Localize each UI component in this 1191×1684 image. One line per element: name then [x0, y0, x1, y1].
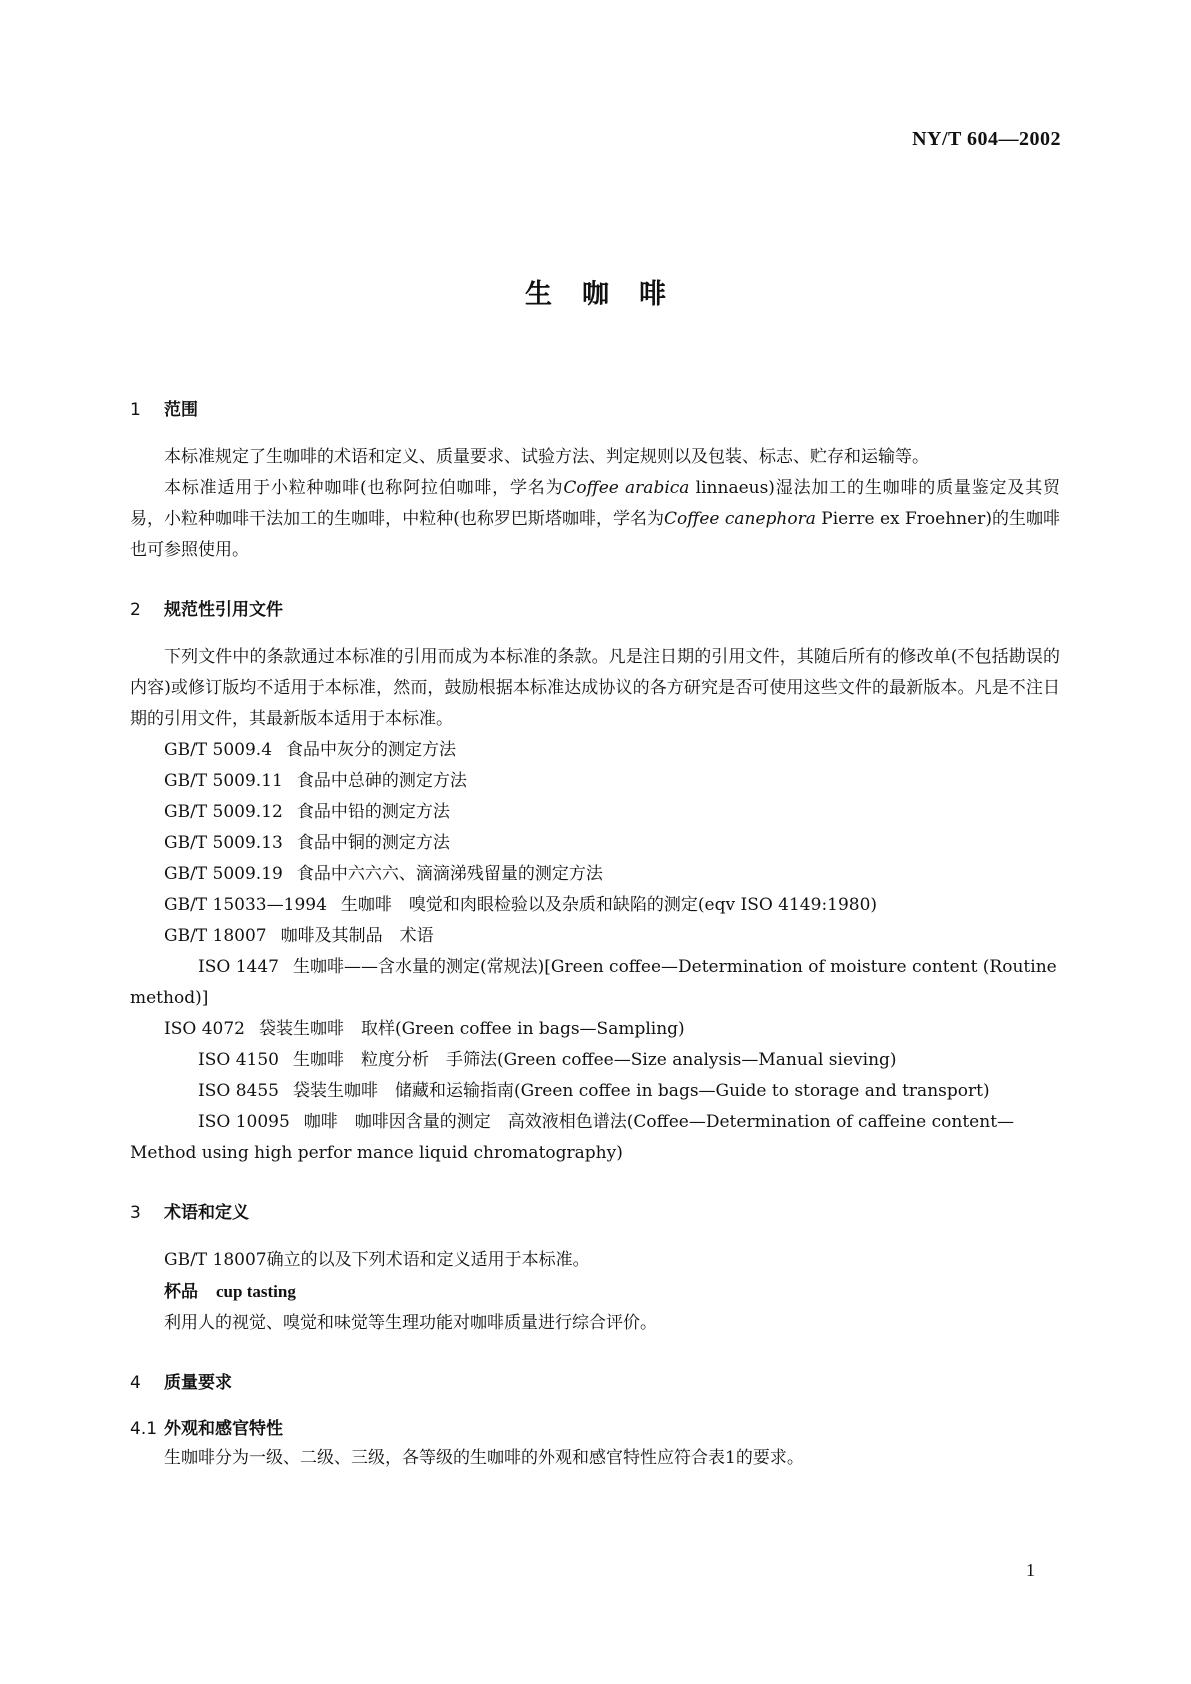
reference-code: ISO 4072 [164, 1019, 245, 1039]
page-number: 1 [1026, 1560, 1035, 1580]
term-entry [130, 1276, 1060, 1308]
reference-code: GB/T 5009.12 [164, 802, 283, 822]
standard-code: NY/T 604—2002 [912, 128, 1061, 150]
reference-item [130, 828, 1060, 859]
reference-code: GB/T 5009.4 [164, 740, 273, 760]
reference-code: GB/T 5009.19 [164, 864, 283, 884]
reference-code: GB/T 5009.11 [164, 771, 283, 791]
reference-item [130, 797, 1060, 828]
section-number: 4 [130, 1373, 141, 1393]
subsection-4-1-paragraph: 生咖啡分为一级、二级、三级，各等级的生咖啡的外观和感官特性应符合表1的要求。 [164, 1448, 804, 1468]
section-2-paragraph-1: 下列文件中的条款通过本标准的引用而成为本标准的条款。凡是注日期的引用文件，其随后所有的修改单(不包括勘误的内容)或修订版均不适用于本标准，然而，鼓励根据本标准达成协议的各方研究是否可使用这些文件的最新版本。凡是不注日期的引用文件，其最新版本适用于本标准。 [130, 647, 1060, 729]
section-2-heading [130, 596, 1060, 624]
reference-code: ISO 8455 [198, 1081, 279, 1101]
document-body [130, 396, 1060, 1474]
reference-title: 食品中铅的测定方法 [296, 802, 450, 822]
section-4-heading [130, 1369, 1060, 1397]
reference-title: 食品中灰分的测定方法 [286, 740, 457, 760]
reference-item [130, 1107, 1060, 1169]
term-chinese: 杯品 [164, 1282, 198, 1302]
reference-code: GB/T 18007 [164, 926, 267, 946]
section-1-paragraph-2: 本标准适用于小粒种咖啡(也称阿拉伯咖啡，学名为Coffee arabica linnaeus)湿法加工的生咖啡的质量鉴定及其贸易，小粒种咖啡干法加工的生咖啡，中粒种(也称罗巴斯塔咖啡，学名为Coffee canephora Pierre ex Froehner)的生咖啡也可参照使用。 [130, 478, 1061, 560]
reference-item [130, 735, 1060, 766]
reference-code: ISO 1447 [198, 957, 279, 977]
reference-item [130, 952, 1060, 1014]
subsection-number: 4.1 [130, 1419, 158, 1439]
section-title: 规范性引用文件 [164, 600, 283, 620]
reference-title: 食品中六六六、滴滴涕残留量的测定方法 [296, 864, 603, 884]
reference-title: 食品中铜的测定方法 [296, 833, 450, 853]
section-number: 2 [130, 600, 141, 620]
section-title: 术语和定义 [164, 1203, 249, 1223]
section-3-paragraph-1: GB/T 18007确立的以及下列术语和定义适用于本标准。 [164, 1250, 590, 1270]
subsection-title: 外观和感官特性 [164, 1419, 283, 1439]
section-1-paragraph-1: 本标准规定了生咖啡的术语和定义、质量要求、试验方法、判定规则以及包装、标志、贮存和运输等。 [164, 447, 929, 467]
section-number: 3 [130, 1203, 141, 1223]
term-english: cup tasting [216, 1282, 296, 1301]
section-number: 1 [130, 400, 141, 420]
reference-item [130, 1014, 1060, 1045]
reference-title: 咖啡及其制品 术语 [280, 926, 434, 946]
reference-code: ISO 4150 [198, 1050, 279, 1070]
reference-title: 咖啡 咖啡因含量的测定 高效液相色谱法(Coffee—Determination of caffeine content—Method using high perfor mance liquid chromatography) [130, 1112, 1015, 1163]
reference-item [130, 890, 1060, 921]
reference-code: GB/T 5009.13 [164, 833, 283, 853]
reference-title: 袋装生咖啡 储藏和运输指南(Green coffee in bags—Guide to storage and transport) [292, 1081, 990, 1101]
reference-list [130, 735, 1060, 1169]
reference-item [130, 1076, 1060, 1107]
page-title: 生咖啡 [525, 279, 696, 310]
reference-item [130, 859, 1060, 890]
section-3-heading [130, 1199, 1060, 1227]
reference-title: 生咖啡——含水量的测定(常规法)[Green coffee—Determination of moisture content (Routine method)] [130, 957, 1057, 1008]
section-1-heading [130, 396, 1060, 424]
reference-code: GB/T 15033—1994 [164, 895, 327, 915]
reference-title: 袋装生咖啡 取样(Green coffee in bags—Sampling) [258, 1019, 685, 1039]
reference-title: 食品中总砷的测定方法 [296, 771, 467, 791]
term-definition: 利用人的视觉、嗅觉和味觉等生理功能对咖啡质量进行综合评价。 [164, 1313, 657, 1333]
reference-item [130, 766, 1060, 797]
section-title: 质量要求 [164, 1373, 232, 1393]
reference-code: ISO 10095 [198, 1112, 290, 1132]
section-title: 范围 [164, 400, 198, 420]
reference-title: 生咖啡 嗅觉和肉眼检验以及杂质和缺陷的测定(eqv ISO 4149:1980) [340, 895, 878, 915]
reference-item [130, 1045, 1060, 1076]
reference-title: 生咖啡 粒度分析 手筛法(Green coffee—Size analysis—Manual sieving) [292, 1050, 897, 1070]
subsection-4-1-heading [130, 1415, 1060, 1443]
reference-item [130, 921, 1060, 952]
